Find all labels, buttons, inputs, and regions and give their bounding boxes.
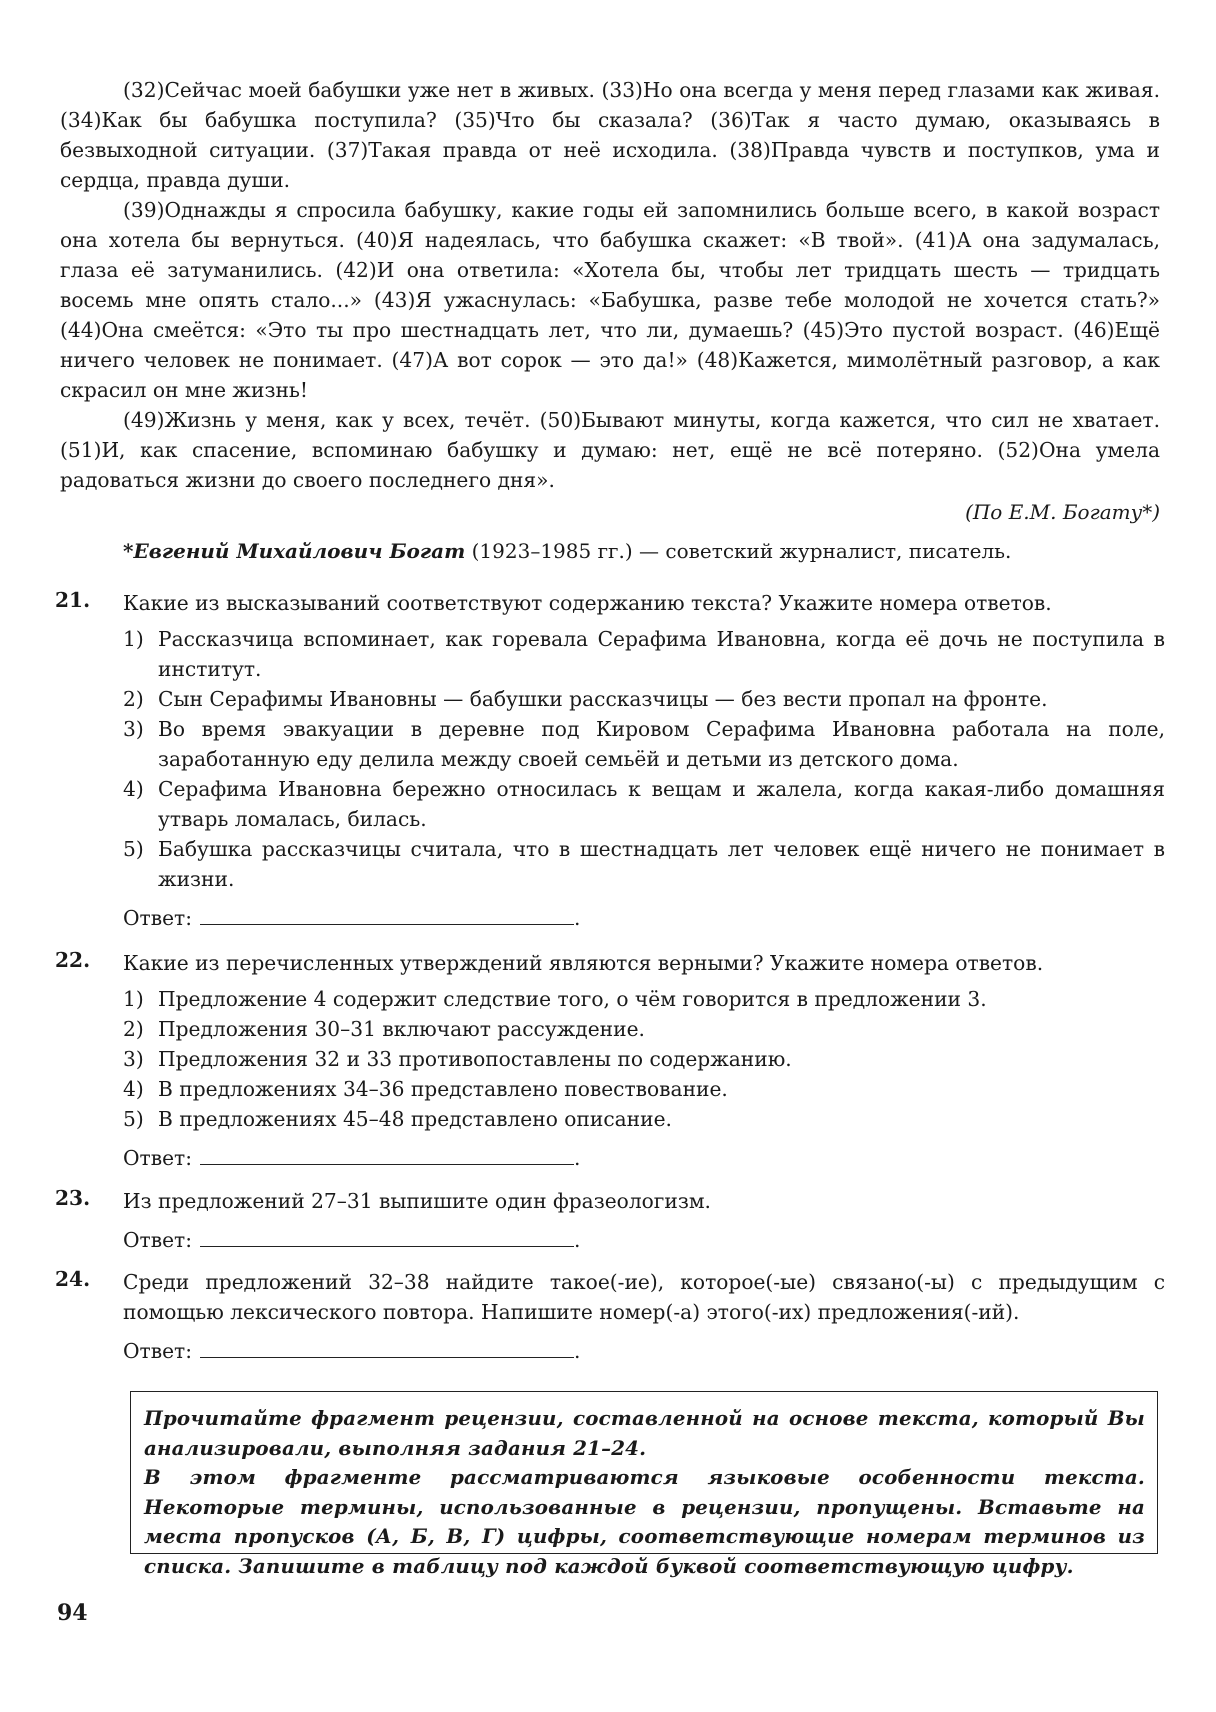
answer-options: [123, 624, 1165, 894]
task-number: 22.: [55, 948, 91, 972]
page-number: 94: [57, 1600, 88, 1626]
task-21: [55, 588, 1165, 933]
option-number: 3): [123, 1047, 144, 1071]
task-24: [55, 1267, 1165, 1366]
answer-label: Ответ:: [123, 906, 193, 930]
story-text: [60, 75, 1160, 495]
footnote-author-name: *Евгений Михайлович Богат: [123, 539, 466, 563]
option-item: [123, 1044, 1165, 1074]
source-attribution: (По Е.М. Богату*): [965, 500, 1160, 524]
answer-options: [123, 984, 1165, 1134]
option-number: 4): [123, 777, 144, 801]
option-number: 4): [123, 1077, 144, 1101]
story-paragraph: (49)Жизнь у меня, как у всех, течёт. (50)Бывают минуты, когда кажется, что сил не хватает. (51)И, как спасение, вспоминаю бабушку и думаю: нет, ещё не всё потеряно. (52)Она умела радоваться жизни до своего последнего дня».: [60, 408, 1160, 492]
answer-row: Ответ: .: [123, 1142, 1165, 1173]
option-item: [123, 714, 1165, 774]
task-number: 23.: [55, 1186, 91, 1210]
option-text: Во время эвакуации в деревне под Кировом Серафима Ивановна работала на поле, заработанную еду делила между своей семьёй и детьми из детского дома.: [158, 717, 1165, 771]
instruction-line: В этом фрагменте рассматриваются языковые особенности текста. Некоторые термины, использованные в рецензии, пропущены. Вставьте на места пропусков (А, Б, В, Г) цифры, соответствующие номерам терминов из списка. Запишите в таблицу под каждой буквой соответствующую цифру.: [144, 1465, 1145, 1578]
answer-row: Ответ: .: [123, 902, 1165, 933]
story-paragraph: (32)Сейчас моей бабушки уже нет в живых. (33)Но она всегда у меня перед глазами как живая. (34)Как бы бабушка поступила? (35)Что бы сказала? (36)Так я часто думаю, оказываясь в безвыходной ситуации. (37)Такая правда от неё исходила. (38)Правда чувств и поступков, ума и сердца, правда души.: [60, 78, 1160, 192]
option-number: 3): [123, 717, 144, 741]
task-22: [55, 948, 1165, 1173]
option-item: [123, 1014, 1165, 1044]
option-text: Предложение 4 содержит следствие того, о чём говорится в предложении 3.: [158, 987, 987, 1011]
option-text: В предложениях 34–36 представлено повествование.: [158, 1077, 728, 1101]
option-number: 5): [123, 1107, 144, 1131]
task-question: Какие из высказываний соответствуют содержанию текста? Укажите номера ответов.: [123, 591, 1052, 615]
option-number: 5): [123, 837, 144, 861]
option-item: [123, 984, 1165, 1014]
story-paragraph: (39)Однажды я спросила бабушку, какие годы ей запомнились больше всего, в какой возраст она хотела бы вернуться. (40)Я надеялась, что бабушка скажет: «В твой». (41)А она задумалась, глаза её затуманились. (42)И она ответила: «Хотела бы, чтобы лет тридцать шесть — тридцать восемь мне опять стало...» (43)Я ужаснулась: «Бабушка, разве тебе молодой не хочется стать?» (44)Она смеётся: «Это ты про шестнадцать лет, что ли, думаешь? (45)Это пустой возраст. (46)Ещё ничего человек не понимает. (47)А вот сорок — это да!» (48)Кажется, мимолётный разговор, а как скрасил он мне жизнь!: [60, 198, 1160, 402]
option-item: [123, 1104, 1165, 1134]
option-text: Предложения 30–31 включают рассуждение.: [158, 1017, 645, 1041]
task-question: Какие из перечисленных утверждений являются верными? Укажите номера ответов.: [123, 951, 1044, 975]
option-number: 2): [123, 1017, 144, 1041]
option-number: 2): [123, 687, 144, 711]
instruction-line: Прочитайте фрагмент рецензии, составленной на основе текста, который Вы анализировали, выполняя задания 21–24.: [144, 1406, 1145, 1460]
answer-label: Ответ:: [123, 1146, 193, 1170]
author-footnote: [123, 536, 1163, 566]
task-question: Среди предложений 32–38 найдите такое(-ие), которое(-ые) связано(-ы) с предыдущим с помощью лексического повтора. Напишите номер(-а) этого(-их) предложения(-ий).: [123, 1270, 1165, 1324]
instruction-box: [130, 1391, 1158, 1578]
answer-input-line[interactable]: [200, 902, 574, 925]
answer-input-line[interactable]: [200, 1335, 574, 1358]
option-item: [123, 624, 1165, 684]
option-text: Сын Серафимы Ивановны — бабушки рассказчицы — без вести пропал на фронте.: [158, 687, 1048, 711]
answer-label: Ответ:: [123, 1228, 193, 1252]
option-text: Бабушка рассказчицы считала, что в шестнадцать лет человек ещё ничего не понимает в жизни.: [158, 837, 1165, 891]
answer-label: Ответ:: [123, 1339, 193, 1363]
task-23: [55, 1186, 1165, 1255]
task-number: 24.: [55, 1267, 91, 1291]
task-number: 21.: [55, 588, 91, 612]
option-text: Предложения 32 и 33 противопоставлены по содержанию.: [158, 1047, 792, 1071]
option-item: [123, 684, 1165, 714]
option-number: 1): [123, 627, 144, 651]
task-question: Из предложений 27–31 выпишите один фразеологизм.: [123, 1189, 711, 1213]
option-text: В предложениях 45–48 представлено описание.: [158, 1107, 672, 1131]
option-item: [123, 1074, 1165, 1104]
option-item: [123, 774, 1165, 834]
answer-input-line[interactable]: [200, 1142, 574, 1165]
answer-row: Ответ: .: [123, 1335, 1165, 1366]
option-text: Рассказчица вспоминает, как горевала Серафима Ивановна, когда её дочь не поступила в институт.: [158, 627, 1165, 681]
option-number: 1): [123, 987, 144, 1011]
answer-row: Ответ: .: [123, 1224, 1165, 1255]
answer-input-line[interactable]: [200, 1224, 574, 1247]
footnote-author-info: (1923–1985 гг.) — советский журналист, писатель.: [465, 539, 1012, 563]
option-text: Серафима Ивановна бережно относилась к вещам и жалела, когда какая-либо домашняя утварь ломалась, билась.: [158, 777, 1165, 831]
option-item: [123, 834, 1165, 894]
